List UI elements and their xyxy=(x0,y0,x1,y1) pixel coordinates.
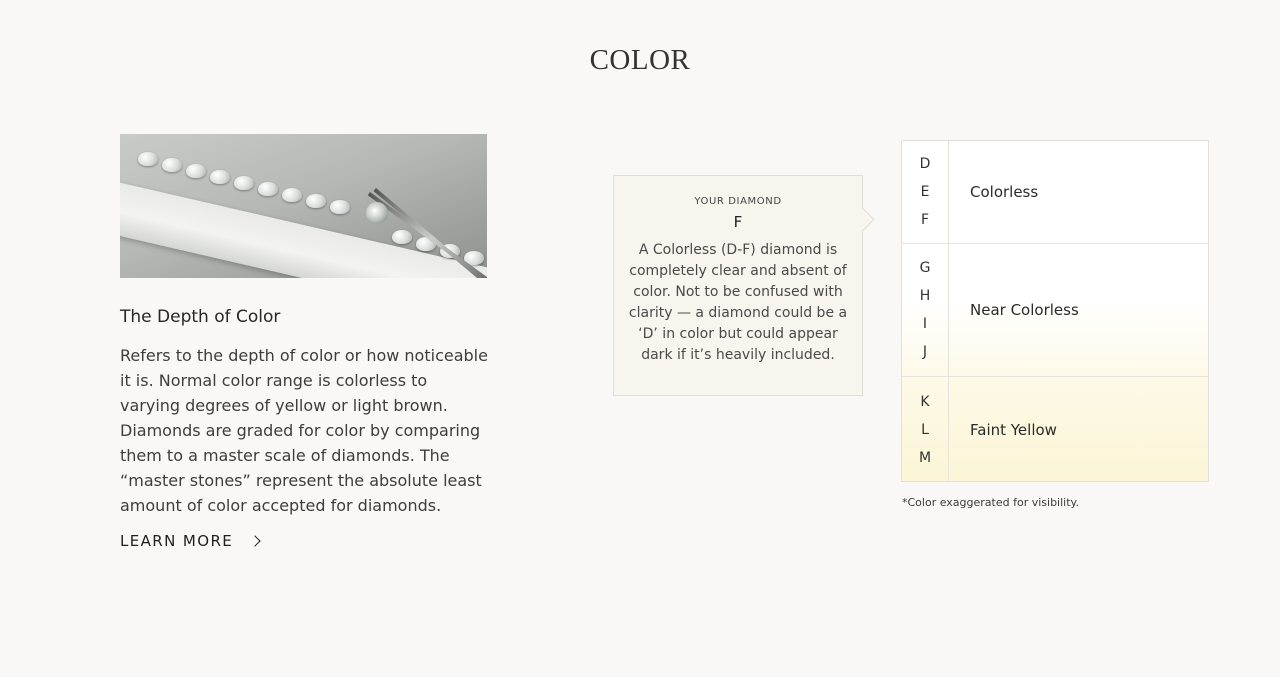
grade-letter: H xyxy=(919,288,931,304)
your-diamond-label: YOUR DIAMOND xyxy=(694,196,782,207)
scale-row-colorless xyxy=(902,141,1208,243)
your-diamond-description: A Colorless (D-F) diamond is completely clear and absent of color. Not to be confused with clarity — a diamond could be a ‘D’ in color but could appear dark if it’s heavily included. xyxy=(628,242,848,363)
scale-row-near-colorless xyxy=(902,243,1208,376)
grade-letter: F xyxy=(920,212,930,228)
grade-letter: E xyxy=(920,184,930,200)
info-paragraph: Refers to the depth of color or how noticeable it is. Normal color range is colorless to varying degrees of yellow or light brown. Diamonds are graded for color by comparing them to a master scale of diamonds. The “master stones” represent the absolute least amount of color accepted for diamonds. xyxy=(120,346,488,515)
grade-letter: G xyxy=(919,260,931,276)
held-diamond xyxy=(366,202,388,224)
grade-letters xyxy=(902,244,949,376)
your-diamond-card xyxy=(613,175,863,396)
diamond-gem xyxy=(392,230,412,244)
grade-letters xyxy=(902,141,949,243)
diamond-gem xyxy=(138,152,158,166)
learn-more-link[interactable] xyxy=(120,532,259,550)
grade-name: Faint Yellow xyxy=(970,420,1057,439)
scale-row-faint-yellow xyxy=(902,376,1208,482)
diamond-tray xyxy=(120,178,487,278)
info-heading: The Depth of Color xyxy=(120,307,281,327)
diamond-photo xyxy=(120,134,487,278)
grade-letters xyxy=(902,377,949,482)
diamond-gem xyxy=(282,188,302,202)
grade-letter: M xyxy=(918,449,932,466)
diamond-gem xyxy=(330,200,350,214)
chevron-right-icon xyxy=(249,535,260,546)
grade-letter: L xyxy=(921,421,929,438)
grade-name: Colorless xyxy=(970,183,1039,201)
grade-letter: I xyxy=(922,316,928,332)
grade-letter: J xyxy=(922,344,928,360)
diamond-gem xyxy=(306,194,326,208)
scale-footnote: *Color exaggerated for visibility. xyxy=(902,496,1079,509)
your-diamond-grade: F xyxy=(733,213,743,231)
learn-more-label: LEARN MORE xyxy=(120,532,234,550)
grade-letter: D xyxy=(919,156,931,172)
grade-letter: K xyxy=(920,393,930,410)
section-title: COLOR xyxy=(589,44,691,76)
diamond-gem xyxy=(186,164,206,178)
diamond-gem xyxy=(162,158,182,172)
color-scale xyxy=(901,140,1209,482)
diamond-gem xyxy=(258,182,278,196)
diamond-gem xyxy=(234,176,254,190)
diamond-gem xyxy=(210,170,230,184)
grade-name: Near Colorless xyxy=(970,301,1079,319)
